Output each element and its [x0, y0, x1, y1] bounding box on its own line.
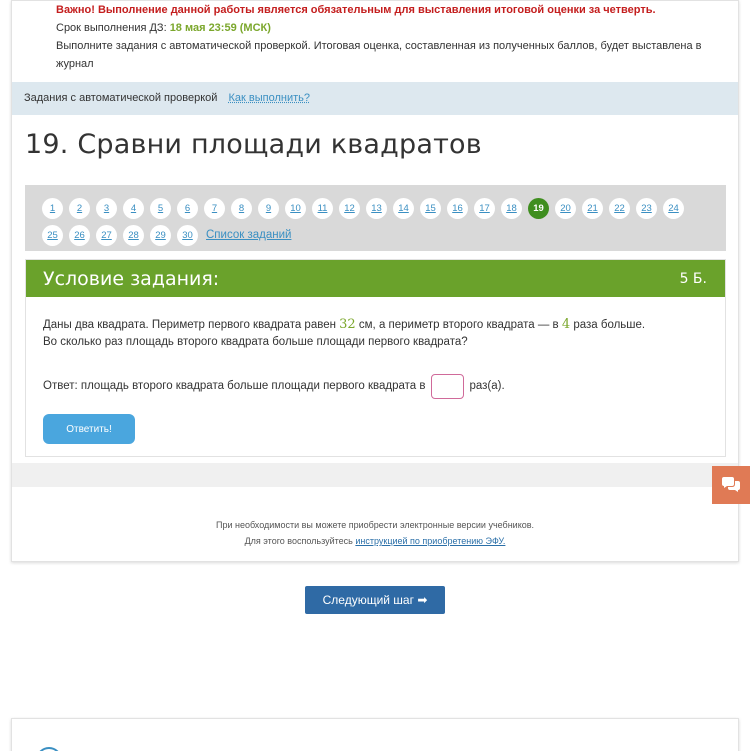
submit-answer-button[interactable]: Ответить! — [43, 414, 135, 444]
deadline-line — [56, 19, 716, 37]
multiplier-value: 4 — [561, 317, 571, 332]
task-nav-row — [42, 222, 726, 248]
chat-button[interactable] — [712, 466, 750, 504]
how-to-complete-link[interactable]: Как выполнить? — [228, 92, 310, 104]
task-type-bar — [12, 82, 738, 115]
condition-label: Условие задания: — [43, 267, 220, 290]
task-nav-item[interactable]: 2 — [69, 198, 90, 219]
task-navigation — [25, 185, 726, 251]
deadline-label: Срок выполнения ДЗ: — [56, 22, 167, 34]
task-nav-item[interactable]: 4 — [123, 198, 144, 219]
task-nav-item[interactable]: 10 — [285, 198, 306, 219]
info-circle-icon — [36, 747, 62, 751]
task-nav-item[interactable]: 23 — [636, 198, 657, 219]
task-nav-item[interactable]: 30 — [177, 225, 198, 246]
deadline-value: 18 мая 23:59 (МСК) — [169, 22, 271, 34]
answer-line — [43, 374, 708, 399]
task-nav-item[interactable]: 16 — [447, 198, 468, 219]
task-text: раза больше. — [570, 319, 646, 331]
task-nav-item[interactable]: 26 — [69, 225, 90, 246]
task-nav-item[interactable]: 29 — [150, 225, 171, 246]
task-nav-item[interactable]: 1 — [42, 198, 63, 219]
task-nav-item[interactable]: 22 — [609, 198, 630, 219]
task-nav-item[interactable]: 14 — [393, 198, 414, 219]
task-nav-item[interactable]: 20 — [555, 198, 576, 219]
task-nav-item[interactable]: 8 — [231, 198, 252, 219]
task-nav-item[interactable]: 21 — [582, 198, 603, 219]
task-nav-item[interactable]: 28 — [123, 225, 144, 246]
divider-strip — [12, 463, 738, 487]
task-header — [26, 260, 725, 297]
footer-line-2 — [12, 533, 738, 549]
task-nav-item[interactable]: 5 — [150, 198, 171, 219]
chat-bubbles-icon — [721, 477, 741, 493]
task-text: см, а периметр второго квадрата — в — [355, 319, 562, 331]
task-nav-item[interactable]: 18 — [501, 198, 522, 219]
task-nav-item[interactable]: 12 — [339, 198, 360, 219]
task-nav-item[interactable]: 15 — [420, 198, 441, 219]
task-nav-item[interactable]: 9 — [258, 198, 279, 219]
task-statement — [43, 316, 708, 334]
footer-line-1: При необходимости вы можете приобрести электронные версии учебников. — [215, 520, 535, 530]
answer-input[interactable] — [431, 374, 464, 399]
footer-text: Для этого воспользуйтесь — [244, 536, 356, 546]
next-step-button[interactable]: Следующий шаг ➡ — [305, 586, 445, 614]
task-nav-item[interactable]: 6 — [177, 198, 198, 219]
answer-prefix: Ответ: площадь второго квадрата больше площади первого квадрата в — [43, 380, 426, 392]
task-nav-row — [42, 195, 726, 221]
homework-card — [11, 0, 739, 562]
task-type-label: Задания с автоматической проверкой — [24, 92, 218, 104]
task-list-link[interactable]: Список заданий — [206, 229, 292, 241]
task-nav-item[interactable]: 25 — [42, 225, 63, 246]
task-text: Даны два квадрата. Периметр первого квадрата равен — [43, 319, 340, 331]
task-nav-item[interactable]: 3 — [96, 198, 117, 219]
task-nav-current[interactable]: 19 — [528, 198, 549, 219]
task-points: 5 Б. — [679, 270, 707, 287]
footer-note — [12, 517, 738, 549]
task-nav-item[interactable]: 17 — [474, 198, 495, 219]
task-nav-item[interactable]: 13 — [366, 198, 387, 219]
task-nav-item[interactable]: 24 — [663, 198, 684, 219]
perimeter-value: 32 — [339, 317, 356, 332]
homework-notice — [56, 1, 716, 73]
task-box — [25, 259, 726, 457]
task-title: 19. Сравни площади квадратов — [25, 129, 482, 160]
next-card — [11, 718, 739, 751]
task-nav-item[interactable]: 27 — [96, 225, 117, 246]
efu-instruction-link[interactable]: инструкцией по приобретению ЭФУ. — [355, 536, 506, 546]
task-nav-item[interactable]: 11 — [312, 198, 333, 219]
answer-suffix: раз(а). — [469, 380, 505, 392]
task-question: Во сколько раз площадь второго квадрата больше площади первого квадрата? — [43, 336, 468, 348]
task-nav-item[interactable]: 7 — [204, 198, 225, 219]
homework-description: Выполните задания с автоматической проверкой. Итоговая оценка, составленная из полученных баллов, будет выставлена в журнал — [56, 40, 702, 70]
task-body — [26, 297, 725, 444]
important-notice: Важно! Выполнение данной работы является обязательным для выставления итоговой оценки за четверть. — [56, 4, 656, 16]
